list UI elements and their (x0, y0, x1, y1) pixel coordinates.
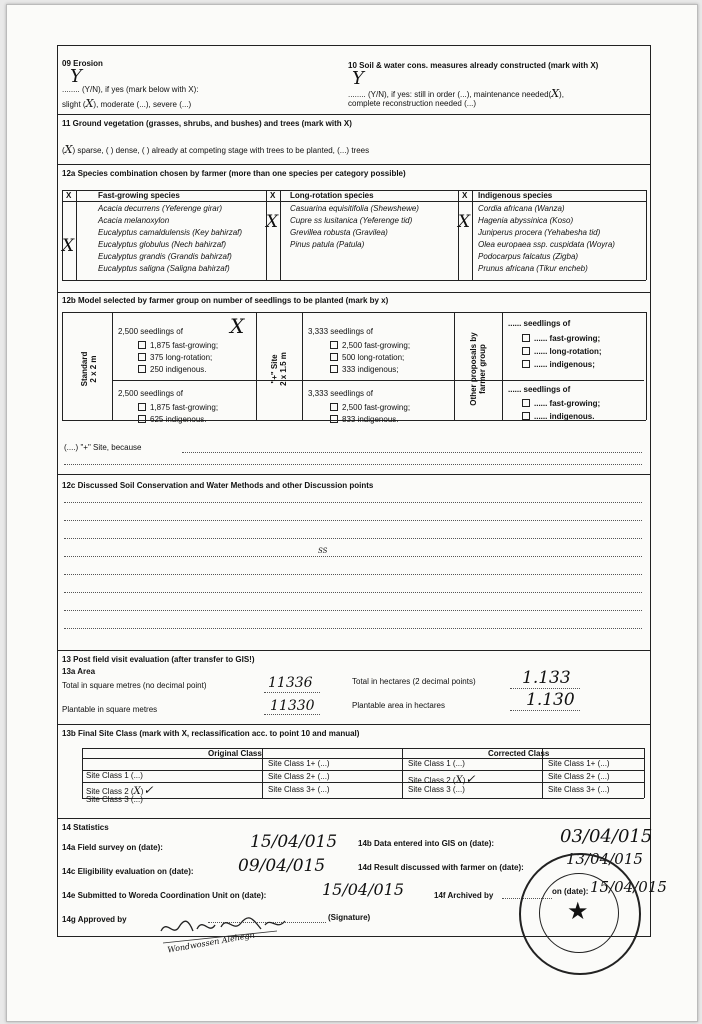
field-survey-date: 15/04/015 (250, 832, 338, 852)
other-a-item-text: ...... fast-growing; (534, 334, 601, 343)
std-b-title: 2,500 seedlings of (118, 389, 183, 398)
rule (58, 724, 650, 725)
fill-line (64, 502, 642, 503)
other-b-item (522, 412, 594, 421)
rule (644, 748, 645, 798)
corrected-class-2-text: Site Class 2 ( (408, 776, 456, 785)
other-a-item (522, 360, 595, 369)
species-x-col-1: X (66, 191, 72, 200)
plus-a-title: 3,333 seedlings of (308, 327, 373, 336)
discussion-scribble: SS (318, 547, 328, 555)
signature-label: (Signature) (328, 913, 371, 922)
rule (82, 748, 644, 749)
species-item: Acacia melanoxylon (98, 216, 170, 225)
rule (58, 474, 650, 475)
original-class-3: Site Class 3 (...) (86, 795, 143, 804)
submitted-label: 14e Submitted to Woreda Coordination Unit on (date): (62, 891, 267, 900)
plus-a-item (330, 341, 410, 350)
rule (82, 748, 83, 798)
archived-label: 14f Archived by (434, 891, 494, 900)
evaluation-title: 13 Post field visit evaluation (after transfer to GIS!) (62, 655, 255, 664)
fill-line (264, 692, 320, 693)
rule (58, 164, 650, 165)
species-item: Podocarpus falcatus (Zigba) (478, 252, 579, 261)
rule (58, 114, 650, 115)
plus-b-item-text: 833 indigenous. (342, 415, 399, 424)
model-title: 12b Model selected by farmer group on number of seedlings to be planted (mark by x) (62, 296, 389, 305)
plantable-ha-value: 1.130 (526, 690, 575, 710)
species-item: Cupre ss lusitanica (Yeferenge tid) (290, 216, 413, 225)
corrected-class-2-mark: X (455, 775, 463, 786)
close-paren: ) (462, 776, 466, 785)
std-b-item-text: 1,875 fast-growing; (150, 403, 219, 412)
rule (112, 380, 644, 381)
rule (302, 312, 303, 420)
swc-title: 10 Soil & water cons. measures already constructed (mark with X) (348, 61, 599, 70)
area-title: 13a Area (62, 667, 96, 676)
rule (262, 748, 263, 798)
discussed-label: 14d Result discussed with farmer on (date): (358, 863, 524, 872)
std-a-item-text: 1,875 fast-growing; (150, 341, 219, 350)
gis-entry-label: 14b Data entered into GIS on (date): (358, 839, 495, 848)
plus-site-because: (....) "+" Site, because (64, 443, 142, 452)
archived-date: 15/04/015 (590, 878, 667, 896)
fill-line (64, 592, 642, 593)
fill-line (64, 464, 642, 465)
rule (82, 798, 644, 799)
fast-growing-mark: X (62, 236, 75, 256)
plus-a-item (330, 365, 399, 374)
rule (502, 312, 503, 420)
plus-site-label-text: "+" Site 2 x 1.5 m (270, 352, 288, 386)
rule (256, 312, 257, 420)
swc-maintenance-mark: X (551, 87, 560, 100)
corrected-class-2plus: Site Class 2+ (...) (548, 772, 610, 781)
species-item: Olea europaea ssp. cuspidata (Woyra) (478, 240, 615, 249)
long-rotation-mark: X (266, 212, 279, 232)
species-x-col-3: X (462, 191, 468, 200)
erosion-title: 09 Erosion (62, 59, 103, 68)
checkbox[interactable] (522, 399, 530, 407)
field-survey-label: 14a Field survey on (date): (62, 843, 163, 852)
long-rotation-header: Long-rotation species (290, 191, 374, 200)
indigenous-header: Indigenous species (478, 191, 553, 200)
total-ha-value: 1.133 (522, 668, 571, 688)
std-a-item (138, 353, 212, 362)
original-class-1plus: Site Class 1+ (...) (268, 759, 330, 768)
rule (82, 770, 644, 771)
rule (62, 280, 646, 281)
original-class-header: Original Class (208, 749, 262, 758)
species-item: Eucalyptus globulus (Nech bahirzaf) (98, 240, 227, 249)
fill-line (64, 574, 642, 575)
swc-line-1-text: ........ (Y/N), if yes: still in order (...), maintenance needed( (348, 90, 552, 99)
original-class-2-mark: X (133, 786, 141, 797)
rule (266, 190, 267, 280)
erosion-yn-line: ........ (Y/N), if yes (mark below with X): (62, 85, 199, 94)
plus-site-label (270, 324, 288, 414)
fill-line (64, 538, 642, 539)
fill-line (64, 556, 642, 557)
species-item: Eucalyptus camaldulensis (Key bahirzaf) (98, 228, 243, 237)
vegetation-options: sparse, ( ) dense, ( ) already at competing stage with trees to be planted, (...) trees (77, 146, 370, 155)
erosion-slight-label: slight ( (62, 100, 86, 109)
rule (280, 190, 281, 280)
plus-a-item-text: 500 long-rotation; (342, 353, 405, 362)
checkbox[interactable] (522, 360, 530, 368)
std-b-item (138, 415, 207, 424)
rule (76, 190, 77, 280)
vegetation-line: (X) sparse, ( ) dense, ( ) already at competing stage with trees to be planted, (...) trees (62, 143, 370, 156)
checkbox[interactable] (330, 415, 338, 423)
checkbox[interactable] (522, 412, 530, 420)
corrected-class-3: Site Class 3 (...) (408, 785, 465, 794)
other-a-item (522, 347, 602, 356)
std-a-item-text: 375 long-rotation; (150, 353, 213, 362)
other-b-item-text: ...... indigenous. (534, 412, 595, 421)
star-icon: ★ (567, 898, 589, 925)
vegetation-sparse-mark: X (64, 143, 73, 156)
submitted-date: 15/04/015 (322, 880, 405, 899)
std-a-mark: X (230, 314, 245, 338)
total-ha-label: Total in hectares (2 decimal points) (352, 677, 476, 686)
original-class-2plus: Site Class 2+ (...) (268, 772, 330, 781)
fill-line (64, 610, 642, 611)
rule (402, 748, 403, 798)
swc-yn-mark: Y (352, 68, 364, 89)
erosion-severity-line (62, 98, 191, 109)
plus-a-item (330, 353, 404, 362)
plantable-sqm-label: Plantable in square metres (62, 705, 158, 714)
rule (58, 292, 650, 293)
std-b-item-text: 625 indigenous. (150, 415, 207, 424)
plantable-ha-label: Plantable area in hectares (352, 701, 445, 710)
other-proposals-label-text: Other proposals by farmer group (469, 332, 487, 406)
rule (62, 201, 646, 202)
fill-line (64, 628, 642, 629)
species-item: Acacia decurrens (Yeferenge girar) (98, 204, 223, 213)
plus-b-item (330, 403, 410, 412)
rule (458, 190, 459, 280)
other-a-item (522, 334, 600, 343)
std-a-title: 2,500 seedlings of (118, 327, 183, 336)
swc-line-2: complete reconstruction needed (...) (348, 99, 477, 108)
form-frame (57, 45, 667, 937)
plus-b-title: 3,333 seedlings of (308, 389, 373, 398)
checkbox[interactable] (138, 403, 146, 411)
other-a-title: ...... seedlings of (508, 319, 571, 328)
other-proposals-label (469, 319, 487, 419)
fill-line (510, 688, 580, 689)
species-item: Casuarina equisitifolia (Shewshewe) (290, 204, 419, 213)
other-b-title: ...... seedlings of (508, 385, 571, 394)
total-sqm-label: Total in square metres (no decimal point) (62, 681, 207, 690)
archived-on-label: on (date): (552, 887, 589, 896)
other-a-item-text: ...... long-rotation; (534, 347, 602, 356)
corrected-class-1: Site Class 1 (...) (408, 759, 465, 768)
rule (58, 818, 650, 819)
rule (62, 190, 63, 280)
gis-entry-date: 03/04/015 (560, 826, 653, 847)
species-item: Cordia africana (Wanza) (478, 204, 565, 213)
checkbox[interactable] (330, 365, 338, 373)
std-a-item-text: 250 indigenous. (150, 365, 207, 374)
rule (82, 782, 644, 783)
standard-label (80, 324, 98, 414)
erosion-severity-rest: ), moderate (...), severe (...) (93, 100, 192, 109)
fill-line (264, 714, 320, 715)
office-stamp (519, 850, 643, 975)
species-item: Grevillea robusta (Gravilea) (290, 228, 388, 237)
eligibility-label: 14c Eligibility evaluation on (date): (62, 867, 194, 876)
swc-line-1-end: ), (559, 90, 564, 99)
rule (646, 190, 647, 280)
swc-line-1 (348, 88, 564, 99)
std-b-item (138, 403, 218, 412)
corrected-class-1plus: Site Class 1+ (...) (548, 759, 610, 768)
std-a-item (138, 341, 218, 350)
indigenous-mark: X (458, 212, 471, 232)
standard-label-text: Standard 2 x 2 m (80, 351, 98, 387)
discussion-title: 12c Discussed Soil Conservation and Water Methods and other Discussion points (62, 481, 374, 490)
rule (472, 190, 473, 280)
original-class-1: Site Class 1 (...) (86, 771, 143, 780)
checkbox[interactable] (138, 415, 146, 423)
species-item: Eucalyptus grandis (Grandis bahirzaf) (98, 252, 232, 261)
total-sqm-value: 11336 (268, 675, 313, 691)
checkbox[interactable] (330, 353, 338, 361)
plus-a-item-text: 2,500 fast-growing; (342, 341, 411, 350)
rule (62, 312, 646, 313)
checkbox[interactable] (522, 334, 530, 342)
corrected-class-3plus: Site Class 3+ (...) (548, 785, 610, 794)
corrected-class-header: Corrected Class (488, 749, 550, 758)
original-class-3plus: Site Class 3+ (...) (268, 785, 330, 794)
checkbox[interactable] (138, 341, 146, 349)
species-item: Eucalyptus saligna (Saligna bahirzaf) (98, 264, 230, 273)
fill-line (182, 452, 642, 453)
plus-a-item-text: 333 indigenous; (342, 365, 399, 374)
close-paren: ) (140, 787, 144, 796)
checkbox[interactable] (330, 341, 338, 349)
erosion-slight-mark: X (85, 97, 94, 110)
other-b-item-text: ...... fast-growing; (534, 399, 601, 408)
plus-b-item (330, 415, 399, 424)
rule (454, 312, 455, 420)
plantable-sqm-value: 11330 (270, 698, 315, 714)
checkbox[interactable] (330, 403, 338, 411)
check-icon: ✓ (143, 783, 154, 797)
rule (646, 312, 647, 420)
species-item: Pinus patula (Patula) (290, 240, 365, 249)
checkbox[interactable] (138, 365, 146, 373)
signature-name: Wondwossen Alehegn (166, 930, 256, 955)
fill-line (510, 710, 580, 711)
species-item: Juniperus procera (Yehabesha tid) (478, 228, 601, 237)
species-item: Prunus africana (Tikur encheb) (478, 264, 588, 273)
check-icon: ✓ (465, 772, 476, 786)
fill-line (64, 520, 642, 521)
approved-label: 14g Approved by (62, 915, 127, 924)
other-b-item (522, 399, 600, 408)
std-a-item (138, 365, 207, 374)
other-a-item-text: ...... indigenous; (534, 360, 595, 369)
rule (58, 650, 650, 651)
checkbox[interactable] (138, 353, 146, 361)
rule (112, 312, 113, 420)
fast-growing-header: Fast-growing species (98, 191, 180, 200)
eligibility-date: 09/04/015 (238, 856, 326, 876)
vegetation-title: 11 Ground vegetation (grasses, shrubs, and bushes) and trees (mark with X) (62, 119, 352, 128)
discussed-date: 13/04/015 (566, 850, 643, 868)
rule (62, 312, 63, 420)
erosion-yn-mark: Y (70, 66, 82, 87)
scanned-form-page (6, 4, 698, 1022)
site-class-title: 13b Final Site Class (mark with X, reclassification acc. to point 10 and manual) (62, 729, 360, 738)
species-title: 12a Species combination chosen by farmer (more than one species per category possible) (62, 169, 406, 178)
statistics-title: 14 Statistics (62, 823, 109, 832)
checkbox[interactable] (522, 347, 530, 355)
plus-b-item-text: 2,500 fast-growing; (342, 403, 411, 412)
species-item: Hagenia abyssinica (Koso) (478, 216, 574, 225)
original-class-2-text: Site Class 2 ( (86, 787, 134, 796)
species-x-col-2: X (270, 191, 276, 200)
